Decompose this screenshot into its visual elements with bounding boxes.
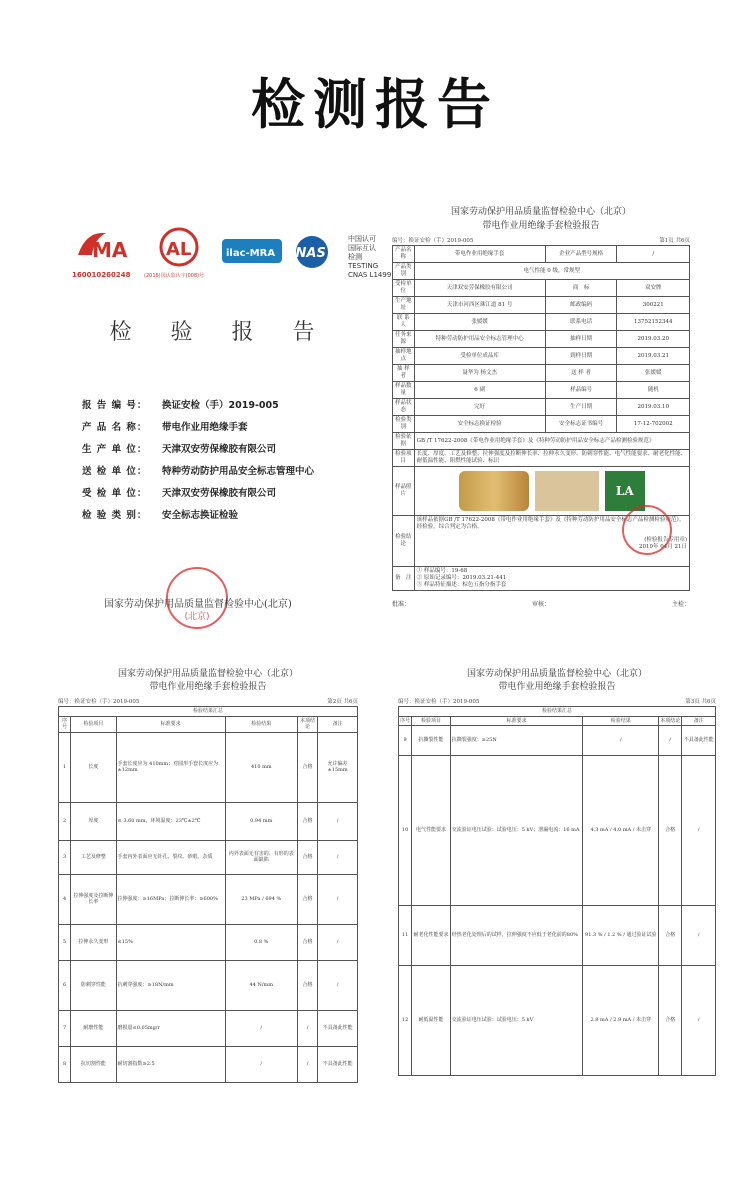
table-row: 8 抗切割性能 耐切割指数≥2.5 / / 不具备此性能 xyxy=(59,1046,358,1082)
table-row: 6 防刺穿性能 抗刺穿强度：≥18N/mm 44 N/mm 合格 / xyxy=(59,960,358,1010)
cover-fields xyxy=(82,395,314,527)
table-row: 受检单位 天津双安劳保橡胶有限公司 商 标 双安牌 xyxy=(393,280,690,297)
field-manufacturer: 生 产 单 位： 天津双安劳保橡胶有限公司 xyxy=(82,444,277,455)
cal-logo-icon xyxy=(144,225,214,281)
table-row: 10 电气性能要求 交流验证电压试验：试验电压：5 kV；泄漏电流：16 mA 4.3 mA / 4.0 mA / 未击穿 合格 / xyxy=(399,756,716,906)
table-row: 3 工艺及修整 手套内外表面应无针孔、裂纹、砂眼、杂质 内外表面无有害的、有形的表面缺陷 合格 / xyxy=(59,840,358,874)
page2-subtitle: 带电作业用绝缘手套检验报告 xyxy=(149,682,267,692)
table-row: 4 拉伸强度及拉断伸长率 拉伸强度：≥16MPa；拉断伸长率：≥600% 23 MPa / 694 % 合格 / xyxy=(59,874,358,924)
report-page-1 xyxy=(392,205,690,625)
svg-text:CNAS: CNAS xyxy=(286,246,326,261)
svg-text:160010260248: 160010260248 xyxy=(72,271,131,279)
cnas-logo-icon xyxy=(282,235,342,269)
table-row: 5 拉伸永久变形 ≤15% 0.8 % 合格 / xyxy=(59,924,358,960)
table-row: 2 厚度 ≤ 3.60 mm，环境温度：23℃±2℃ 0.94 mm 合格 / xyxy=(59,802,358,840)
table-row: 抽样地点 受检单位成品库 到样日期 2019.03.21 xyxy=(393,348,690,365)
table-row: 9 抗撕裂性能 抗撕裂强度：≥25N / / 不具备此性能 xyxy=(399,726,716,756)
page3-subtitle: 带电作业用绝缘手套检验报告 xyxy=(498,682,616,692)
svg-text:ilac-MRA: ilac-MRA xyxy=(226,248,276,259)
table-row: 样品照片 LA xyxy=(393,467,690,516)
page-title: 检测报告 xyxy=(251,73,499,136)
table-row: 联 系 人 张媛媛 联系电话 13752152344 xyxy=(393,314,690,331)
page2-org: 国家劳动保护用品质量监督检验中心（北京） xyxy=(117,669,298,679)
report-page-3 xyxy=(398,668,716,1098)
la-logo-icon: LA xyxy=(605,471,645,511)
table-row: 生产地址 天津市河西区珠江道 81 号 邮政编码 300221 xyxy=(393,297,690,314)
table-row: 产品名称 带电作业用绝缘手套 企业产品型号规格 / xyxy=(393,246,690,263)
cover-center-name: 国家劳动保护用品质量监督检验中心(北京) xyxy=(104,599,292,610)
table-row: 1 长度 手套长度应为 410mm；对圆形手套长度应为 ±12mm 410 mm 合格 允许偏差±15mm xyxy=(59,732,358,802)
package-photo xyxy=(535,471,599,511)
table-row: 检验依据 GB /T 17622-2008《带电作业用绝缘手套》及《特种劳动防护用品安全标志产品检测检验规范》 xyxy=(393,433,690,450)
table-row: 12 耐低温性能 交流验证电压试验：试验电压：5 kV 2.8 mA / 2.9 mA / 未击穿 合格 / xyxy=(399,966,716,1076)
table-row: 检验项目 长度、厚度、工艺及修整、拉伸强度及拉断伸长率、拉伸永久变形、防刺穿性能、电气性能要求、耐老化性能、耐低温性能、阻燃性能试验、标识 xyxy=(393,450,690,467)
table-row: 任务来源 特种劳动防护用品安全标志管理中心 抽样日期 2019.03.20 xyxy=(393,331,690,348)
page2-meta: 编号：换证安检（手）2019-005 第2页 共6页 xyxy=(58,699,358,705)
page3-org: 国家劳动保护用品质量监督检验中心（北京） xyxy=(466,669,647,679)
cnas-text: 中国认可 国际互认 检测 TESTING CNAS L1499 xyxy=(348,235,392,279)
field-report-number: 报 告 编 号： 换证安检（手）2019-005 xyxy=(82,400,279,411)
report-page-2 xyxy=(58,668,358,1088)
svg-text:AL: AL xyxy=(166,239,192,260)
table-header: 序号 检验项目 标准要求 检验结果 本项结论 备注 xyxy=(59,716,358,732)
approve-signature: 批准： xyxy=(392,601,411,608)
cma-logo-icon xyxy=(72,225,142,281)
review-signature: 审核： xyxy=(531,601,550,608)
page3-meta: 编号：换证安检（手）2019-005 第3页 共6页 xyxy=(398,699,716,705)
page1-subtitle: 带电作业用绝缘手套检验报告 xyxy=(482,221,600,231)
ilac-mra-logo-icon xyxy=(222,237,284,267)
table-row: 备 注 ① 样品编号：19-68 ② 原始记录编号：2019.03.21-441 ③ 样品特征描述：棕色五指分指手套 xyxy=(393,567,690,591)
svg-text:MA: MA xyxy=(92,238,128,262)
page1-org: 国家劳动保护用品质量监督检验中心（北京） xyxy=(450,207,631,217)
table-row: 抽 样 者 聂华为 杨文杰 送 样 者 张媛媛 xyxy=(393,365,690,382)
svg-text:(2016)国认监认字(008)号: (2016)国认监认字(008)号 xyxy=(144,273,205,279)
main-inspector-signature: 主检： xyxy=(671,601,690,608)
field-inspection-type: 检 验 类 别： 安全标志换证检验 xyxy=(82,510,239,521)
table-header: 序号 检验项目 标准要求 检验结果 本项结论 备注 xyxy=(399,716,716,726)
table-row: 检验类别 安全标志换证检验 安全标志证书编号 17-12-702002 xyxy=(393,416,690,433)
table-row: 7 耐磨性能 磨损量≤0.05mg/r / / 不具备此性能 xyxy=(59,1010,358,1046)
table-row: 11 耐老化性能要求 经热老化处理后的试样，拉伸强度不应低于老化前的80% 91.3 % / 1.2 % / 通过验证试验 合格 / xyxy=(399,906,716,966)
field-inspected-unit: 受 检 单 位： 天津双安劳保橡胶有限公司 xyxy=(82,488,277,499)
field-submitter: 送 检 单 位： 特种劳动防护用品安全标志管理中心 xyxy=(82,466,315,477)
table-row: 样品状态 完好 生产日期 2019.03.10 xyxy=(393,399,690,416)
page2-results-table: 检验结果汇总 序号 检验项目 标准要求 检验结果 本项结论 备注 1 长度 手套长度应为 410mm；对圆形手套长度应为 ±12mm 410 mm 合格 允许偏差±15mm 2 厚度 ≤ 3.60 mm，环境温度：23℃±2℃ 0.94 mm 合格 / 3 工艺及修整 手套内外表面应无针孔、裂纹、砂眼、杂质 内外表面无有害的、有形的表面缺陷 合格 / 4 拉伸强度及拉断伸长率 拉伸强度：≥16MPa；拉断伸长率：≥600% 23 MPa / 694 % 合格 / 5 拉伸永久变形 ≤15% 0.8 % 合格 / 6 防刺穿性能 抗刺穿强度：≥18N/mm 44 N/mm 合格 / 7 耐磨性能 磨损量≤0.05mg/r / / 不具备此性能 8 抗切割性能 耐切割指数≥2.5 / / 不具备此性能 xyxy=(58,706,358,1083)
table-row: 检验结论 该样品依据GB /T 17622-2008《带电作业用绝缘手套》及《特种劳动防护用品安全标志产品检测检验规范》，经检验，综合判定为合格。 (检验报告专用章) 2019年 04月 21日 xyxy=(393,516,690,567)
page3-results-table: 检验结果汇总 序号 检验项目 标准要求 检验结果 本项结论 备注 9 抗撕裂性能 抗撕裂强度：≥25N / / 不具备此性能 10 电气性能要求 交流验证电压试验：试验电压：5 kV；泄漏电流：16 mA 4.3 mA / 4.0 mA / 未击穿 合格 / 11 耐老化性能要求 经热老化处理后的试样，拉伸强度不应低于老化前的80% 91.3 % / 1.2 % / 通过验证试验 合格 / 12 耐低温性能 交流验证电压试验：试验电压：5 kV 2.8 mA / 2.9 mA / 未击穿 合格 / xyxy=(398,706,716,1076)
report-cover xyxy=(60,205,392,645)
signature-row xyxy=(392,599,690,608)
certification-logos xyxy=(72,225,392,285)
table-row: 样品数量 6 副 样品编号 随机 xyxy=(393,382,690,399)
field-product-name: 产 品 名 称： 带电作业用绝缘手套 xyxy=(82,422,248,433)
glove-photo xyxy=(459,471,529,511)
official-seal xyxy=(622,505,672,555)
cover-heading: 检 验 报 告 xyxy=(109,320,331,345)
official-seal: (北京) xyxy=(166,567,228,629)
page1-meta: 编号：换证安检（手）2019-005 第1页 共6页 xyxy=(392,238,690,244)
table-row: 产品类别 电气性能 0 级，常规型 xyxy=(393,263,690,280)
